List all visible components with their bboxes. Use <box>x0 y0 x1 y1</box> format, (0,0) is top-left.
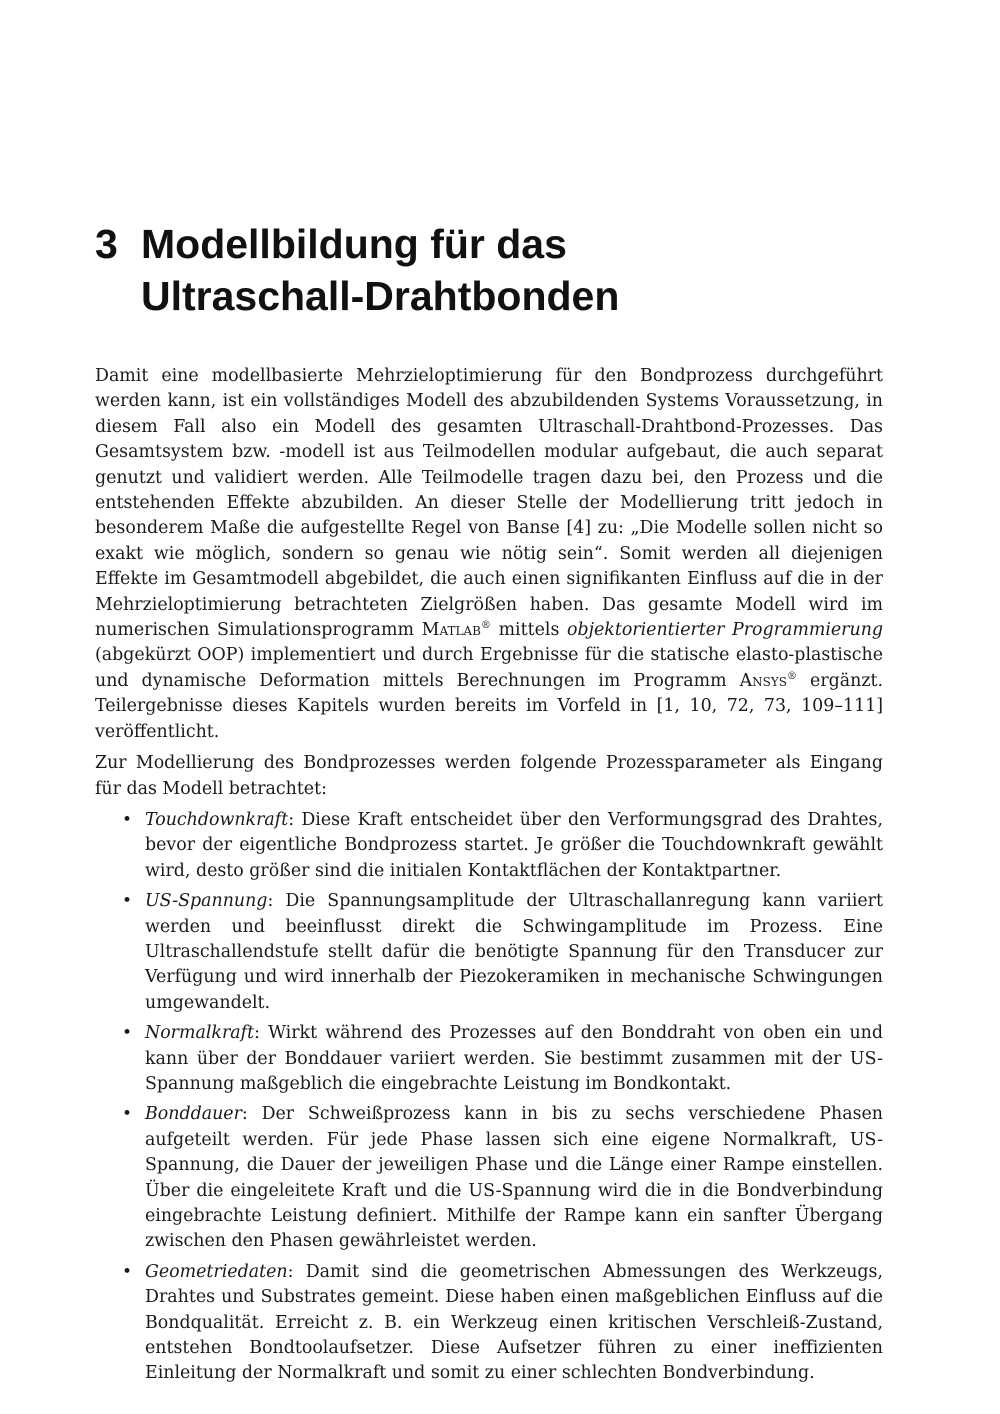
intro-paragraph <box>95 364 883 745</box>
param-text: : Damit sind die geometrischen Abmessungen des Werkzeugs, Drahtes und Substrates gemeint. Diese haben einen maßgeblichen Einfluss auf die Bondqualität. Erreicht z. B. ein Werkzeug einen kritischen Verschleiß-Zustand, entstehen Bondtoolaufsetzer. Diese Aufsetzer führen zu einer ineffizienten Einleitung der Normalkraft und somit zu einer schlechten Bondverbindung. <box>145 1261 883 1384</box>
intro-text-4: ergänzt. Teilergebnisse dieses Kapitels wurden bereits im Vorfeld in [1, 10, 72, 73, 109–111] veröffentlicht. <box>95 670 884 742</box>
list-item <box>95 1021 883 1097</box>
bullet: • <box>122 1261 133 1282</box>
intro-text-3: (abgekürzt OOP) implementiert und durch Ergebnisse für die statische elasto-plastische und dynamische Deformation mittels Berechnungen im Programm <box>95 645 883 691</box>
param-text: : Wirkt während des Prozesses auf den Bonddraht von oben ein und kann über der Bonddauer variiert werden. Sie bestimmt zusammen mit der US-Spannung maßgeblich die eingebrachte Leistung im Bondkontakt. <box>145 1023 883 1094</box>
chapter-number: 3 <box>95 221 118 267</box>
param-term: Geometriedaten <box>145 1261 288 1282</box>
list-item <box>95 1260 883 1387</box>
bullet: • <box>122 1023 133 1044</box>
intro-text-1: Damit eine modellbasierte Mehrzieloptimierung für den Bondprozess durchgeführt werden kann, ist ein vollständiges Modell des abzubildenden Systems Voraussetzung, in diesem Fall also ein Modell des gesamten Ultraschall-Drahtbond-Prozesses. Das Gesamtsystem bzw. -modell ist aus Teilmodellen modular aufgebaut, die auch separat genutzt und validiert werden. Alle Teilmodelle tragen dazu bei, den Prozess und die entstehenden Effekte abzubilden. An dieser Stelle der Modellierung tritt jedoch in besonderem Maße die aufgestellte Regel von Banse [4] zu: „Die Modelle sollen nicht so exakt wie möglich, sondern so genau wie nötig sein“. Somit werden all diejenigen Effekte im Gesamtmodell abgebildet, die auch einen signifikanten Einfluss auf die in der Mehrzieloptimierung betrachteten Zielgrößen haben. Das gesamte Modell wird im numerischen Simulationsprogramm <box>95 366 883 641</box>
registered-mark: ® <box>787 670 798 682</box>
param-term: Touchdownkraft <box>145 809 289 830</box>
bullet: • <box>122 891 133 912</box>
chapter-title-line-2: Ultraschall-Drahtbonden <box>141 273 620 319</box>
body-text <box>95 364 883 1392</box>
param-term: Bonddauer <box>145 1104 242 1125</box>
param-term: US-Spannung <box>145 891 268 912</box>
intro-text-2: mittels <box>498 620 560 641</box>
list-item <box>95 1102 883 1254</box>
parameter-list <box>95 808 883 1387</box>
registered-mark: ® <box>480 620 491 632</box>
oop-term: objektorientierter Programmierung <box>567 620 884 641</box>
param-text: : Diese Kraft entscheidet über den Verformungsgrad des Drahtes, bevor der eigentliche Bondprozess startet. Je größer die Touchdownkraft gewählt wird, desto größer sind die initialen Kontaktflächen der Kontaktpartner. <box>145 809 883 881</box>
list-item <box>95 808 883 884</box>
bullet: • <box>122 1104 133 1125</box>
chapter-heading <box>95 218 915 322</box>
list-item <box>95 889 883 1016</box>
params-intro-paragraph: Zur Modellierung des Bondprozesses werden folgende Prozessparameter als Eingang für das Modell betrachtet: <box>95 753 883 799</box>
param-text: : Der Schweißprozess kann in bis zu sechs verschiedene Phasen aufgeteilt werden. Für jede Phase lassen sich eine eigene Normalkraft, US-Spannung, die Dauer der jeweiligen Phase und die Länge einer Rampe einstellen. Über die eingeleitete Kraft und die US-Spannung wird die in die Bondverbindung eingebrachte Leistung definiert. Mithilfe der Rampe kann ein sanfter Übergang zwischen den Phasen gewährleistet werden. <box>145 1104 883 1252</box>
matlab-name: Matlab <box>421 620 481 641</box>
bullet: • <box>122 809 133 830</box>
param-term: Normalkraft <box>145 1023 255 1044</box>
ansys-name: Ansys <box>739 670 788 691</box>
chapter-title-line-1: Modellbildung für das <box>141 221 567 267</box>
chapter-title <box>141 218 841 322</box>
param-text: : Die Spannungsamplitude der Ultraschallanregung kann variiert werden und beeinflusst direkt die Schwingamplitude im Prozess. Eine Ultraschallendstufe stellt dafür die benötigte Spannung für den Transducer zur Verfügung und wird innerhalb der Piezokeramiken in mechanische Schwingungen umgewandelt. <box>145 891 883 1013</box>
